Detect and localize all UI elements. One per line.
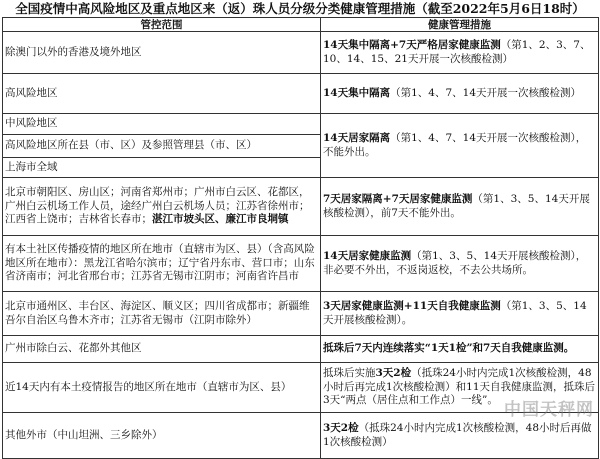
scope-cell: 中风险地区 bbox=[3, 114, 321, 135]
scope-cell: 近14天内有本土疫情报告的地区所在地市（直辖市为区、县） bbox=[3, 363, 321, 413]
measure-emphasis: 3天居家健康监测+11天自我健康监测 bbox=[323, 300, 501, 312]
measure-cell bbox=[321, 236, 599, 292]
measure-cell bbox=[321, 114, 599, 178]
table-row bbox=[3, 336, 599, 363]
measure-detail: （第1、4、7、14天开展一次核酸检测），不能外出。 bbox=[323, 132, 587, 158]
document-title: 全国疫情中高风险地区及重点地区来（返）珠人员分级分类健康管理措施（截至2022年5月6日18时） bbox=[15, 1, 585, 16]
measure-detail: （第1、3、5、14天开展核酸检测）。 bbox=[323, 300, 587, 326]
measure-cell bbox=[321, 178, 599, 236]
watermark-logo: 中国天秤网 bbox=[504, 400, 594, 420]
measure-detail: （第1、3、5、14天开展核酸检测），非必要不外出，不返岗返校，不去公共场所。 bbox=[323, 250, 587, 276]
measure-emphasis: 14天居家健康监测 bbox=[323, 250, 412, 262]
measure-detail: （第1、3、5、14天开展核酸检测），前7天不能外出。 bbox=[323, 193, 590, 219]
scope-cell: 有本土社区传播疫情的地区所在地市（直辖市为区、县）（含高风险地区所在地市）：黑龙江省哈尔滨市；辽宁省丹东市、营口市；山东省济南市；河北省邢台市；江苏省无锡市江阴市；河南省许昌市 bbox=[3, 236, 321, 292]
measure-detail: （第1、4、7、14天开展一次核酸检测） bbox=[390, 86, 582, 99]
header-row bbox=[3, 18, 599, 32]
table-row bbox=[3, 236, 599, 292]
measure-detail: （抵珠24小时内完成1次核酸检测，48小时后再做1次核酸检测） bbox=[323, 422, 592, 448]
measure-emphasis: 3天2检 bbox=[323, 422, 359, 434]
measure-emphasis: 14天集中隔离 bbox=[323, 86, 391, 99]
measure-emphasis: 14天居家隔离 bbox=[323, 132, 391, 144]
table-row bbox=[3, 32, 599, 74]
measure-detail: 抵珠后实施 bbox=[323, 367, 376, 380]
measure-cell bbox=[321, 32, 599, 74]
table-row bbox=[3, 74, 599, 114]
header-scope: 管控范围 bbox=[3, 18, 321, 32]
scope-cell: 高风险地区所在县（市、区）及参照管理县（市、区） bbox=[3, 135, 321, 158]
measure-cell bbox=[321, 74, 599, 114]
measure-detail: （抵珠24小时内完成1次核酸检测，48小时后再完成1次核酸检测）和11天自我健康监测，抵珠后3天“两点（居住点和工作点）一线”。 bbox=[323, 367, 596, 407]
table-row bbox=[3, 114, 599, 135]
measure-cell bbox=[321, 292, 599, 336]
measures-table bbox=[2, 17, 599, 459]
scope-cell bbox=[3, 178, 321, 236]
scope-emphasis: 湛江市坡头区、廉江市良垌镇 bbox=[152, 213, 289, 226]
measure-cell: 抵珠后7天内连续落实“1天1检”和7天自我健康监测。 bbox=[321, 336, 599, 363]
measure-emphasis: 14天集中隔离+7天严格居家健康监测 bbox=[323, 39, 501, 51]
measure-emphasis: 7天居家隔离+7天居家健康监测 bbox=[323, 193, 473, 205]
table-row bbox=[3, 292, 599, 336]
table-row bbox=[3, 178, 599, 236]
measure-detail: （第1、2、3、7、10、14、15、21天开展一次核酸检测） bbox=[323, 39, 591, 65]
scope-cell: 广州市除白云、花都外其他区 bbox=[3, 336, 321, 363]
scope-text: 北京市朝阳区、房山区；河南省郑州市；广州市白云区、花都区，广州白云机场工作人员，途经广州白云机场人员；江苏省徐州市；江西省上饶市；吉林省长春市； bbox=[5, 186, 310, 226]
scope-cell: 其他外市（中山坦洲、三乡除外） bbox=[3, 413, 321, 459]
measure-emphasis: 3天2检 bbox=[375, 367, 412, 380]
scope-cell: 高风险地区 bbox=[3, 74, 321, 114]
scope-cell: 除澳门以外的香港及境外地区 bbox=[3, 32, 321, 74]
scope-cell: 上海市全域 bbox=[3, 158, 321, 178]
header-measure: 健康管理措施 bbox=[321, 18, 599, 32]
scope-cell: 北京市通州区、丰台区、海淀区、顺义区；四川省成都市；新疆维吾尔自治区乌鲁木齐市；江苏省无锡市（江阴市除外） bbox=[3, 292, 321, 336]
